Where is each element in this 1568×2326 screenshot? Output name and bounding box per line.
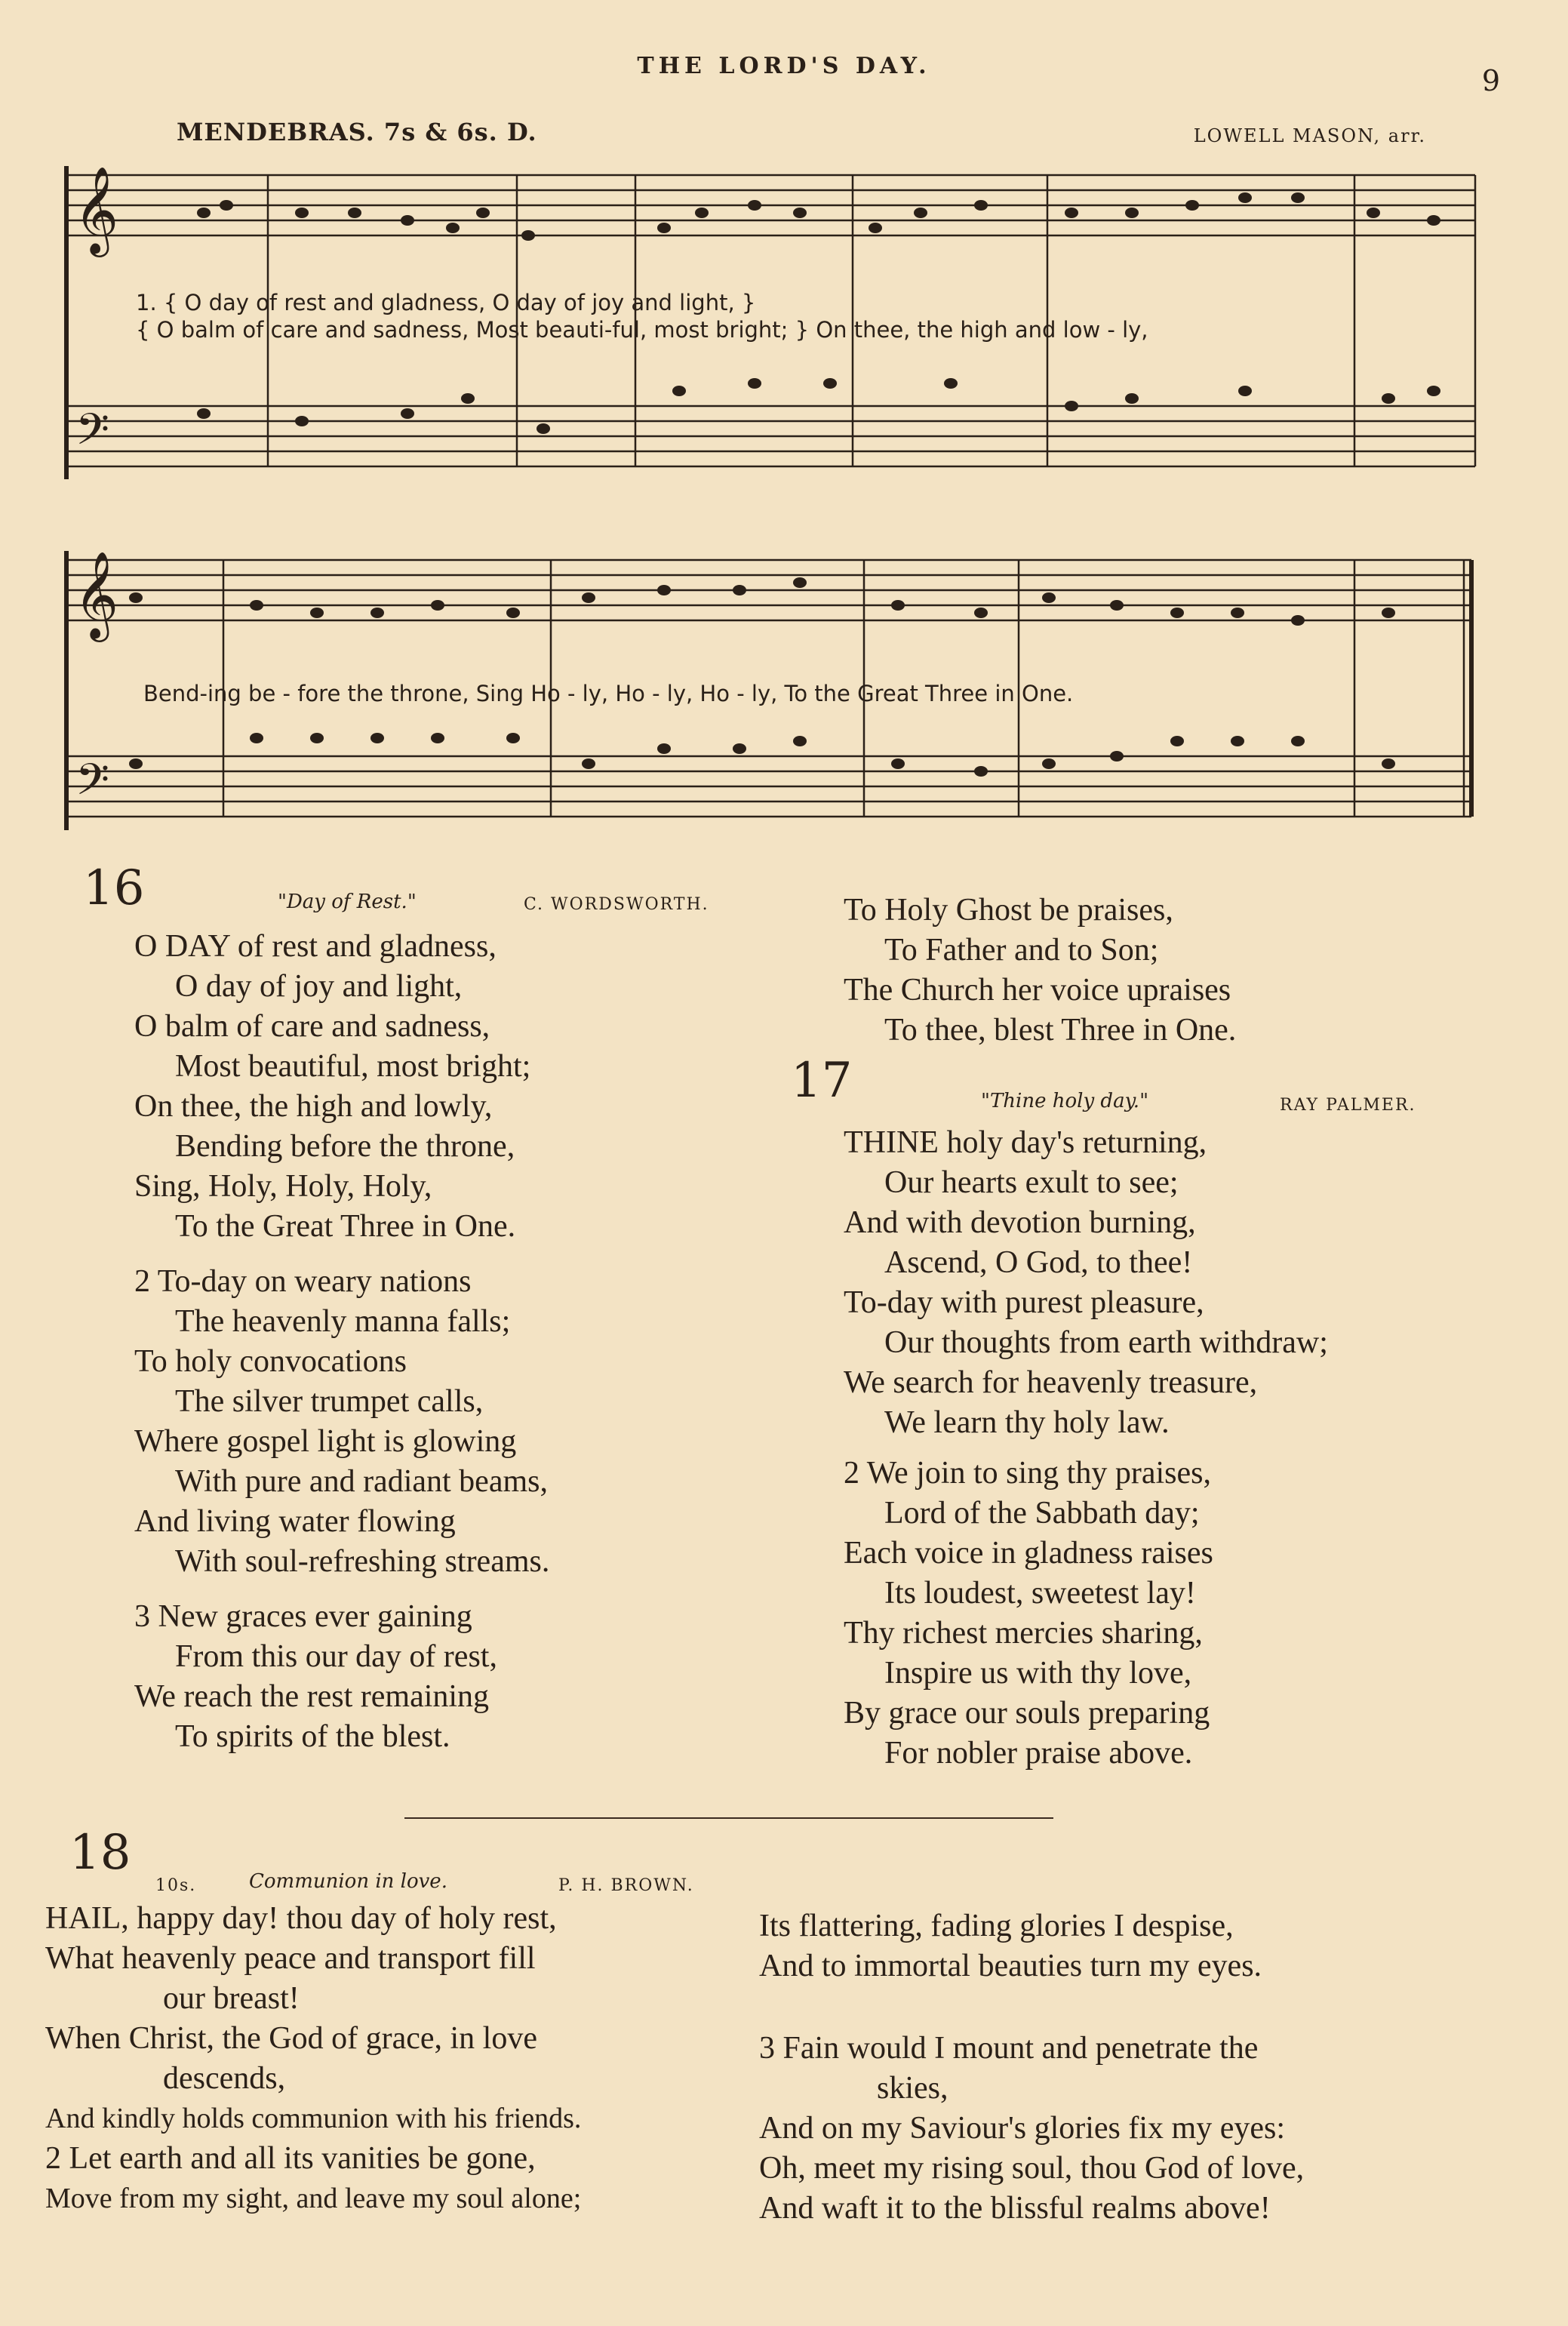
hymn-16-line: To Father and to Son;: [884, 933, 1159, 968]
hymn-18-meter: 10s.: [155, 1876, 197, 1895]
hymn-16-line: To holy convocations: [134, 1344, 407, 1379]
tune-composer: LOWELL MASON, arr.: [1193, 125, 1426, 146]
hymn-18-line: When Christ, the God of grace, in love: [45, 2021, 537, 2056]
hymn-16-line: Most beautiful, most bright;: [175, 1049, 531, 1084]
hymn-16-line: With pure and radiant beams,: [175, 1464, 548, 1499]
hymn-16-continuation: [844, 891, 1236, 1051]
hymn-17-line: THINE holy day's returning,: [844, 1125, 1207, 1160]
hymn-16-line: 3 New graces ever gaining: [134, 1599, 472, 1634]
hymn-18-line: Move from my sight, and leave my soul alone;: [45, 2183, 582, 2214]
hymn-17-verses: [844, 1123, 1328, 1774]
hymn-18-line: Its flattering, fading glories I despise,: [759, 1909, 1234, 1943]
page-number: 9: [1481, 64, 1500, 97]
music-score: [0, 0, 1568, 853]
tune-lyrics-line1: 1. { O day of rest and gladness, O day of joy and light, }: [136, 290, 756, 315]
hymn-17-line: For nobler praise above.: [884, 1736, 1193, 1771]
hymn-17-line: To-day with purest pleasure,: [844, 1285, 1204, 1320]
hymn-18-line: our breast!: [163, 1981, 300, 2016]
hymn-16-line: To the Great Three in One.: [175, 1209, 516, 1244]
hymn-16-line: O balm of care and sadness,: [134, 1009, 490, 1044]
hymn-16-verses: [134, 927, 549, 1757]
hymn-17-line: Lord of the Sabbath day;: [884, 1496, 1200, 1531]
tune-name: MENDEBRAS. 7s & 6s. D.: [177, 118, 537, 146]
hymn-18-line: What heavenly peace and transport fill: [45, 1941, 536, 1976]
tune-lyrics-line3: Bend-ing be - fore the throne, Sing Ho - ly, Ho - ly, Ho - ly, To the Great Three in One.: [143, 681, 1074, 706]
hymn-18-line: skies,: [877, 2071, 948, 2106]
hymn-18-line: Oh, meet my rising soul, thou God of love,: [759, 2151, 1305, 2186]
hymn-17-line: 2 We join to sing thy praises,: [844, 1456, 1211, 1491]
hymn-18-right-column: [759, 1906, 1304, 2229]
hymn-16-line: The Church her voice upraises: [844, 973, 1231, 1008]
hymn-16-line: We reach the rest remaining: [134, 1679, 490, 1714]
hymn-16-line: O day of joy and light,: [175, 969, 463, 1004]
svg-text:𝄞: 𝄞: [74, 550, 119, 638]
hymn-18-line: 3 Fain would I mount and penetrate the: [759, 2031, 1259, 2066]
hymn-17-line: We search for heavenly treasure,: [844, 1365, 1258, 1400]
hymn-17-line: And with devotion burning,: [844, 1205, 1196, 1240]
hymn-18-left-column: [45, 1899, 581, 2219]
hymn-16-line: On thee, the high and lowly,: [134, 1089, 493, 1124]
hymn-16-line: And living water flowing: [134, 1504, 456, 1539]
hymn-17-number: 17: [791, 1053, 853, 1109]
hymn-16-author: C. WORDSWORTH.: [524, 895, 709, 914]
hymn-18-line: And waft it to the blissful realms above!: [759, 2191, 1271, 2226]
tune-lyrics-line2: { O balm of care and sadness, Most beauti-ful, most bright; } On thee, the high and low - ly,: [136, 317, 1148, 343]
hymn-17-line: Its loudest, sweetest lay!: [884, 1576, 1196, 1611]
hymn-16-line: O DAY of rest and gladness,: [134, 929, 497, 964]
hymn-17-author: RAY PALMER.: [1280, 1096, 1416, 1115]
hymn-18-line: And on my Saviour's glories fix my eyes:: [759, 2111, 1285, 2146]
svg-text:𝄞: 𝄞: [74, 165, 119, 254]
hymn-17-line: We learn thy holy law.: [884, 1405, 1170, 1440]
hymn-18-source: Communion in love.: [249, 1870, 447, 1893]
hymn-16-line: The silver trumpet calls,: [175, 1384, 484, 1419]
hymn-16-line: To Holy Ghost be praises,: [844, 893, 1173, 928]
hymn-18-line: And to immortal beauties turn my eyes.: [759, 1949, 1262, 1983]
hymn-17-line: Thy richest mercies sharing,: [844, 1616, 1203, 1651]
hymn-16-line: With soul-refreshing streams.: [175, 1544, 550, 1579]
hymn-16-line: Where gospel light is glowing: [134, 1424, 517, 1459]
hymn-16-source: "Day of Rest.": [278, 891, 417, 913]
hymn-17-line: By grace our souls preparing: [844, 1696, 1210, 1731]
svg-text:𝄢: 𝄢: [75, 404, 110, 466]
svg-text:𝄢: 𝄢: [75, 754, 110, 816]
hymn-17-line: Inspire us with thy love,: [884, 1656, 1192, 1691]
hymn-16-number: 16: [83, 860, 145, 916]
hymn-17-line: Our hearts exult to see;: [884, 1165, 1179, 1200]
hymn-18-line: descends,: [163, 2061, 286, 2096]
staff-system2-treble: [68, 560, 1471, 620]
hymn-17-source: "Thine holy day.": [981, 1090, 1149, 1112]
hymn-18-number: 18: [69, 1825, 131, 1881]
hymn-18-line: 2 Let earth and all its vanities be gone,: [45, 2141, 536, 2176]
staff-system1-bass: [68, 406, 1475, 466]
running-head: THE LORD'S DAY.: [637, 53, 931, 79]
hymn-18-line: And kindly holds communion with his friends.: [45, 2103, 582, 2134]
hymn-16-line: To thee, blest Three in One.: [884, 1013, 1237, 1048]
hymn-18-author: P. H. BROWN.: [558, 1876, 694, 1895]
staff-system2-bass: [68, 756, 1471, 817]
hymn-16-line: 2 To-day on weary nations: [134, 1264, 472, 1299]
hymn-16-line: The heavenly manna falls;: [175, 1304, 511, 1339]
hymn-17-line: Ascend, O God, to thee!: [884, 1245, 1193, 1280]
hymn-16-line: From this our day of rest,: [175, 1639, 497, 1674]
staff-system1-treble: [68, 175, 1475, 235]
hymn-17-line: Each voice in gladness raises: [844, 1536, 1213, 1571]
hymn-16-line: To spirits of the blest.: [175, 1719, 450, 1754]
hymn-18-line: HAIL, happy day! thou day of holy rest,: [45, 1901, 557, 1936]
hymn-16-line: Bending before the throne,: [175, 1129, 515, 1164]
section-divider: [404, 1817, 1053, 1819]
hymn-17-line: Our thoughts from earth withdraw;: [884, 1325, 1328, 1360]
hymn-16-line: Sing, Holy, Holy, Holy,: [134, 1169, 432, 1204]
